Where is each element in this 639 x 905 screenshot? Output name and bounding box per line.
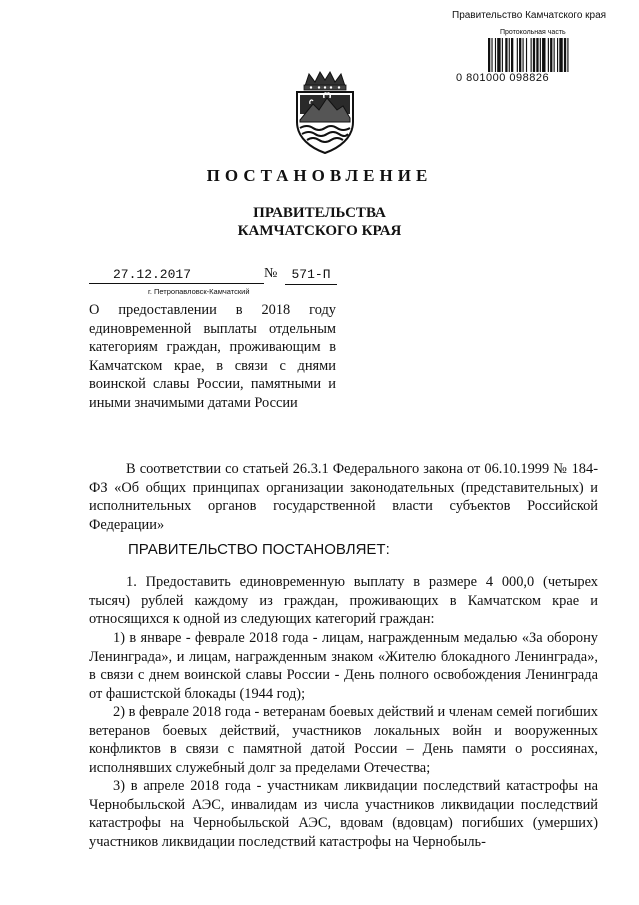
barcode-number: 0 801000 098826 xyxy=(456,72,550,84)
subitem-3-paragraph: 3) в апреле 2018 года - участникам ликвидации последствий катастрофы на Чернобыльской АЭС, инвалидам из числа участников ликвидации последствий катастрофы на Чернобыльской АЭС, вдовам (вдовцам) погибших (умерших) участников ликвидации последствий катастрофы на Чернобыль- xyxy=(89,778,598,850)
preamble-paragraph: В соответствии со статьей 26.3.1 Федерального закона от 06.10.1999 № 184-ФЗ «Об общих принципах организации законодательных (представительных) и исполнительных органов государственной власти субъектов Российской Федерации» xyxy=(89,461,598,533)
issuing-authority-line1: ПРАВИТЕЛЬСТВА xyxy=(253,205,386,221)
decree-heading: ПРАВИТЕЛЬСТВО ПОСТАНОВЛЯЕТ: xyxy=(128,541,390,558)
issuing-authority-line2: КАМЧАТСКОГО КРАЯ xyxy=(237,223,402,239)
document-type-heading: ПОСТАНОВЛЕНИЕ xyxy=(206,166,433,185)
subitem-2-paragraph: 2) в феврале 2018 года - ветеранам боевых действий и членам семей погибших ветеранов боевых действий, участников локальных войн и вооруженных конфликтов в связи с памятной датой России – День памяти о россиянах, исполнявших служебный долг за пределами Отечества; xyxy=(89,704,598,776)
registry-stamp-title: Правительство Камчатского края xyxy=(452,10,607,21)
registry-stamp-subtitle: Протокольная часть xyxy=(500,29,566,36)
issuing-authority xyxy=(0,204,639,240)
item-1-paragraph: 1. Предоставить единовременную выплату в размере 4 000,0 (четырех тысяч) рублей каждому из граждан, проживающих в Камчатском крае и относящихся к одной из следующих категорий граждан: xyxy=(89,574,598,628)
document-date: 27.12.2017 xyxy=(89,268,264,284)
document-subject: О предоставлении в 2018 году единовременной выплаты отдельным категориям граждан, проживающим в Камчатском крае, в связи с днями воинской славы России, памятными и иными значимыми датами России xyxy=(89,302,336,411)
document-number: 571-П xyxy=(285,268,337,285)
kamchatka-coat-of-arms-icon xyxy=(291,70,359,155)
barcode xyxy=(488,38,598,72)
number-sign: № xyxy=(264,266,278,281)
document-city: г. Петропавловск-Камчатский xyxy=(148,287,250,296)
subitem-1-paragraph: 1) в январе - феврале 2018 года - лицам, награжденным медалью «За оборону Ленинграда», и лицам, награжденным знаком «Жителю блокадного Ленинграда», в связи с днем воинской славы России - День полного освобождения Ленинграда от фашистской блокады (1944 год); xyxy=(89,630,598,702)
